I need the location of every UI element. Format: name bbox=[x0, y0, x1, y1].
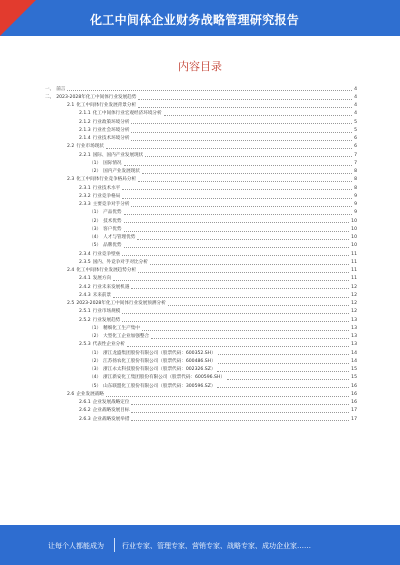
toc-entry[interactable] bbox=[45, 332, 357, 340]
toc-entry[interactable] bbox=[45, 216, 357, 224]
toc-entry-number: 2.1.1 bbox=[79, 111, 91, 117]
toc-entry-label: 行业市场现状 bbox=[76, 144, 104, 150]
toc-entry-page: 10 bbox=[351, 235, 357, 241]
toc-entry-number: （2） bbox=[89, 169, 102, 175]
toc-entry-page: 13 bbox=[351, 325, 357, 331]
toc-entry-label: 化工中间体行业发展趋势分析 bbox=[76, 268, 137, 274]
toc-entry-page: 13 bbox=[351, 342, 357, 348]
toc-entry-page: 17 bbox=[351, 408, 357, 414]
toc-entry[interactable] bbox=[45, 241, 357, 249]
toc-entry-page: 4 bbox=[354, 86, 357, 92]
toc-entry[interactable] bbox=[45, 101, 357, 109]
toc-leader-dots bbox=[124, 221, 350, 223]
toc-entry-number: 2.1.4 bbox=[79, 136, 91, 142]
toc-entry-number: 2.6 bbox=[67, 391, 75, 397]
toc-entry-label: 行业未来发展机遇 bbox=[92, 284, 130, 290]
toc-entry-number: 2.5.3 bbox=[79, 342, 91, 348]
toc-entry-page: 11 bbox=[351, 251, 357, 257]
toc-entry[interactable] bbox=[45, 125, 357, 133]
toc-entry-label: 企业发展战略 bbox=[76, 391, 104, 397]
footer-divider bbox=[114, 538, 115, 552]
report-title: 化工中间体企业财务战略管理研究报告 bbox=[90, 13, 300, 27]
toc-leader-dots bbox=[106, 147, 352, 149]
toc-entry-page: 13 bbox=[351, 334, 357, 340]
toc-entry[interactable] bbox=[45, 307, 357, 315]
toc-entry[interactable] bbox=[45, 158, 357, 166]
toc-entry-page: 13 bbox=[351, 317, 357, 323]
toc-entry-page: 9 bbox=[354, 202, 357, 208]
toc-leader-dots bbox=[218, 362, 349, 364]
toc-entry-page: 9 bbox=[354, 193, 357, 199]
toc-entry-label: 行业政策环境分析 bbox=[92, 119, 130, 125]
toc-entry-number: 2.4.1 bbox=[79, 276, 91, 282]
toc-entry-label: 行业技术水平 bbox=[92, 185, 121, 191]
toc-entry-page: 16 bbox=[351, 400, 357, 406]
toc-entry[interactable] bbox=[45, 208, 357, 216]
table-of-contents bbox=[45, 84, 357, 422]
toc-entry-page: 8 bbox=[354, 169, 357, 175]
toc-entry-label: 国际、国内产业发展现状 bbox=[92, 152, 144, 158]
toc-entry-page: 8 bbox=[354, 177, 357, 183]
toc-entry-label: 品牌优势 bbox=[103, 243, 122, 249]
toc-leader-dots bbox=[168, 304, 349, 306]
toc-entry-label: 产品优势 bbox=[103, 210, 122, 216]
toc-entry-page: 16 bbox=[351, 391, 357, 397]
toc-leader-dots bbox=[124, 230, 350, 232]
toc-entry[interactable] bbox=[45, 290, 357, 298]
toc-entry-page: 11 bbox=[351, 276, 357, 282]
toc-entry-label: 大型化工企业加强整合 bbox=[103, 334, 150, 340]
toc-entry-page: 12 bbox=[351, 292, 357, 298]
toc-leader-dots bbox=[217, 370, 349, 372]
toc-entry-label: 浙江龙盛集团股份有限公司（股票代码：600352.SH） bbox=[103, 350, 216, 356]
toc-entry-number: （3） bbox=[89, 367, 102, 373]
toc-entry-label: 2023-2028年化工中间体行业发展趋势 bbox=[56, 94, 137, 100]
toc-entry-page: 4 bbox=[354, 103, 357, 109]
toc-leader-dots bbox=[124, 246, 350, 248]
toc-entry-label: 行业竞争壁垒 bbox=[92, 251, 121, 257]
toc-entry-label: 化工中间体行业宏观经济环境分析 bbox=[92, 111, 162, 117]
toc-entry-page: 14 bbox=[351, 358, 357, 364]
toc-entry[interactable] bbox=[45, 406, 357, 414]
toc-leader-dots bbox=[122, 188, 352, 190]
toc-entry[interactable] bbox=[45, 365, 357, 373]
toc-leader-dots bbox=[124, 213, 353, 215]
toc-entry-number: 2.4 bbox=[67, 268, 75, 274]
toc-leader-dots bbox=[138, 106, 352, 108]
toc-entry-page: 7 bbox=[354, 152, 357, 158]
toc-entry-number: 2.4.2 bbox=[79, 284, 91, 290]
toc-entry-number: 2.1.2 bbox=[79, 119, 91, 125]
toc-entry-number: （2） bbox=[89, 334, 102, 340]
toc-entry[interactable] bbox=[45, 348, 357, 356]
toc-entry-number: 2.5.2 bbox=[79, 317, 91, 323]
toc-entry-page: 17 bbox=[351, 416, 357, 422]
toc-leader-dots bbox=[145, 155, 352, 157]
toc-entry-label: 企业战略发展目标 bbox=[92, 408, 130, 414]
header-corner-decoration bbox=[0, 0, 36, 36]
header-bar bbox=[0, 0, 400, 36]
toc-leader-dots bbox=[131, 419, 349, 421]
toc-entry[interactable] bbox=[45, 398, 357, 406]
toc-entry-number: 2.2.1 bbox=[79, 152, 91, 158]
toc-leader-dots bbox=[113, 296, 349, 298]
toc-entry-number: 2.3 bbox=[67, 177, 75, 183]
toc-leader-dots bbox=[131, 403, 349, 405]
toc-entry[interactable] bbox=[45, 109, 357, 117]
toc-leader-dots bbox=[131, 287, 349, 289]
toc-entry-label: 前言 bbox=[56, 86, 66, 92]
toc-leader-dots bbox=[131, 411, 349, 413]
toc-entry-number: 2.3.5 bbox=[79, 259, 91, 265]
footer-bar bbox=[0, 525, 400, 565]
toc-entry-page: 6 bbox=[354, 144, 357, 150]
toc-entry-page: 12 bbox=[351, 301, 357, 307]
toc-entry-label: 代表性企业分析 bbox=[92, 342, 125, 348]
toc-entry[interactable] bbox=[45, 150, 357, 158]
toc-entry[interactable] bbox=[45, 142, 357, 150]
toc-entry-page: 14 bbox=[351, 350, 357, 356]
toc-entry[interactable] bbox=[45, 134, 357, 142]
toc-entry-label: 行业市场规模 bbox=[92, 309, 121, 315]
toc-leader-dots bbox=[138, 98, 352, 100]
toc-leader-dots bbox=[131, 122, 352, 124]
toc-entry[interactable] bbox=[45, 84, 357, 92]
toc-entry-page: 12 bbox=[351, 284, 357, 290]
toc-entry[interactable] bbox=[45, 299, 357, 307]
toc-entry-page: 9 bbox=[354, 210, 357, 216]
toc-entry[interactable] bbox=[45, 414, 357, 422]
toc-entry-number: （1） bbox=[89, 160, 102, 166]
toc-entry[interactable] bbox=[45, 200, 357, 208]
toc-entry[interactable] bbox=[45, 274, 357, 282]
toc-entry-label: 客户优势 bbox=[103, 226, 122, 232]
toc-entry-number: （1） bbox=[89, 210, 102, 216]
toc-entry-label: 化工中间体行业竞争格局分析 bbox=[76, 177, 137, 183]
toc-entry-label: 精细化工生产集中 bbox=[103, 325, 140, 331]
toc-entry-number: 2.6.2 bbox=[79, 408, 91, 414]
toc-entry-label: 企业发展战略定位 bbox=[92, 400, 130, 406]
footer-tagline: 行业专家、管理专家、营销专家、战略专家、成功企业家…… bbox=[122, 542, 311, 550]
toc-entry-number: 2.6.3 bbox=[79, 416, 91, 422]
toc-entry[interactable] bbox=[45, 249, 357, 257]
toc-entry-number: 2.2 bbox=[67, 144, 75, 150]
toc-leader-dots bbox=[142, 329, 349, 331]
toc-entry-label: 国内、外竞争对手对比分析 bbox=[92, 259, 148, 265]
toc-entry-page: 12 bbox=[351, 309, 357, 315]
toc-entry[interactable] bbox=[45, 233, 357, 241]
toc-entry-number: （3） bbox=[89, 226, 102, 232]
toc-entry[interactable] bbox=[45, 175, 357, 183]
toc-leader-dots bbox=[151, 337, 349, 339]
toc-entry-number: 2.6.1 bbox=[79, 400, 91, 406]
toc-entry[interactable] bbox=[45, 92, 357, 100]
toc-entry-label: 发展方向 bbox=[92, 276, 112, 282]
toc-entry-page: 4 bbox=[354, 111, 357, 117]
toc-heading: 内容目录 bbox=[178, 60, 222, 73]
toc-entry-page: 15 bbox=[351, 367, 357, 373]
toc-entry-label: 山东联盟化工股份有限公司（股票代码：300596.SZ） bbox=[103, 383, 216, 389]
footer-slogan: 让每个人都能成为 bbox=[48, 542, 104, 550]
toc-leader-dots bbox=[138, 180, 352, 182]
toc-entry-page: 5 bbox=[354, 119, 357, 125]
toc-entry-number: （1） bbox=[89, 350, 102, 356]
toc-entry-page: 10 bbox=[351, 218, 357, 224]
toc-entry-page: 6 bbox=[354, 136, 357, 142]
toc-entry[interactable] bbox=[45, 282, 357, 290]
toc-entry-number: 2.5.1 bbox=[79, 309, 91, 315]
toc-entry-label: 主要竞争对手分析 bbox=[92, 202, 130, 208]
toc-leader-dots bbox=[122, 254, 349, 256]
toc-entry-label: 行业发展趋势 bbox=[92, 317, 121, 323]
toc-entry-number: 2.5 bbox=[67, 301, 75, 307]
toc-entry[interactable] bbox=[45, 373, 357, 381]
toc-leader-dots bbox=[218, 353, 349, 355]
toc-leader-dots bbox=[124, 164, 353, 166]
toc-entry-number: （5） bbox=[89, 243, 102, 249]
toc-entry-number: （2） bbox=[89, 358, 102, 364]
toc-entry[interactable] bbox=[45, 257, 357, 265]
toc-leader-dots bbox=[122, 320, 349, 322]
toc-entry-number: 一、 bbox=[45, 86, 55, 92]
toc-leader-dots bbox=[164, 114, 352, 116]
toc-entry-page: 7 bbox=[354, 160, 357, 166]
toc-entry-number: 二、 bbox=[45, 94, 55, 100]
toc-entry[interactable] bbox=[45, 315, 357, 323]
toc-entry-number: 2.3.1 bbox=[79, 185, 91, 191]
toc-leader-dots bbox=[131, 131, 352, 133]
toc-entry-page: 15 bbox=[351, 375, 357, 381]
toc-entry-number: 2.3.3 bbox=[79, 202, 91, 208]
toc-entry-label: 行业社会环境分析 bbox=[92, 127, 130, 133]
toc-entry-label: 行业竞争格局 bbox=[92, 193, 121, 199]
toc-entry[interactable] bbox=[45, 356, 357, 364]
toc-leader-dots bbox=[131, 205, 352, 207]
toc-entry-page: 10 bbox=[351, 243, 357, 249]
toc-entry-page: 11 bbox=[351, 259, 357, 265]
toc-entry-label: 行业技术环境分析 bbox=[92, 136, 130, 142]
toc-entry-label: 人才与管理优势 bbox=[103, 235, 136, 241]
toc-entry-number: 2.4.3 bbox=[79, 292, 91, 298]
toc-entry-label: 2023-2028年化工中间体行业发展预测分析 bbox=[76, 301, 166, 307]
toc-entry[interactable] bbox=[45, 381, 357, 389]
toc-entry[interactable] bbox=[45, 224, 357, 232]
toc-entry[interactable] bbox=[45, 117, 357, 125]
toc-leader-dots bbox=[138, 271, 349, 273]
toc-entry-number: 2.1 bbox=[67, 103, 75, 109]
toc-entry-page: 11 bbox=[351, 268, 357, 274]
toc-leader-dots bbox=[127, 345, 349, 347]
toc-entry[interactable] bbox=[45, 191, 357, 199]
toc-leader-dots bbox=[227, 378, 349, 380]
toc-entry-label: 浙江永太科技股份有限公司（股票代码：002326.SZ） bbox=[103, 367, 216, 373]
toc-entry-page: 8 bbox=[354, 185, 357, 191]
toc-entry-label: 企业战略发展举措 bbox=[92, 416, 130, 422]
toc-entry[interactable] bbox=[45, 323, 357, 331]
toc-entry-label: 化工中间体行业发展背景分析 bbox=[76, 103, 137, 109]
toc-entry-label: 国内产业发展现状 bbox=[103, 169, 140, 175]
toc-entry[interactable] bbox=[45, 183, 357, 191]
toc-entry-label: 浙江新安化工集团股份有限公司（股票代码：600596.SH） bbox=[103, 375, 225, 381]
toc-entry-number: （4） bbox=[89, 235, 102, 241]
toc-entry-page: 10 bbox=[351, 226, 357, 232]
toc-entry-page: 4 bbox=[354, 94, 357, 100]
toc-entry-label: 江苏扬农化工股份有限公司（股票代码：600486.SH） bbox=[103, 358, 216, 364]
toc-entry[interactable] bbox=[45, 266, 357, 274]
toc-leader-dots bbox=[67, 89, 352, 91]
toc-entry-number: （5） bbox=[89, 383, 102, 389]
toc-entry[interactable] bbox=[45, 389, 357, 397]
toc-leader-dots bbox=[150, 263, 349, 265]
toc-entry-label: 未来前景 bbox=[92, 292, 112, 298]
toc-entry-number: 2.3.4 bbox=[79, 251, 91, 257]
toc-leader-dots bbox=[217, 386, 349, 388]
toc-entry-label: 技术优势 bbox=[103, 218, 122, 224]
toc-entry-number: （2） bbox=[89, 218, 102, 224]
toc-entry[interactable] bbox=[45, 340, 357, 348]
toc-entry-page: 5 bbox=[354, 127, 357, 133]
toc-leader-dots bbox=[142, 172, 352, 174]
toc-entry-label: 国际情况 bbox=[103, 160, 122, 166]
toc-entry-page: 16 bbox=[351, 383, 357, 389]
toc-leader-dots bbox=[106, 395, 349, 397]
toc-entry-number: （4） bbox=[89, 375, 102, 381]
toc-leader-dots bbox=[113, 279, 349, 281]
toc-leader-dots bbox=[131, 139, 352, 141]
toc-entry-number: 2.1.3 bbox=[79, 127, 91, 133]
toc-leader-dots bbox=[122, 312, 349, 314]
toc-leader-dots bbox=[137, 238, 349, 240]
toc-entry[interactable] bbox=[45, 167, 357, 175]
toc-entry-number: （1） bbox=[89, 325, 102, 331]
toc-entry-number: 2.3.2 bbox=[79, 193, 91, 199]
toc-leader-dots bbox=[122, 197, 352, 199]
